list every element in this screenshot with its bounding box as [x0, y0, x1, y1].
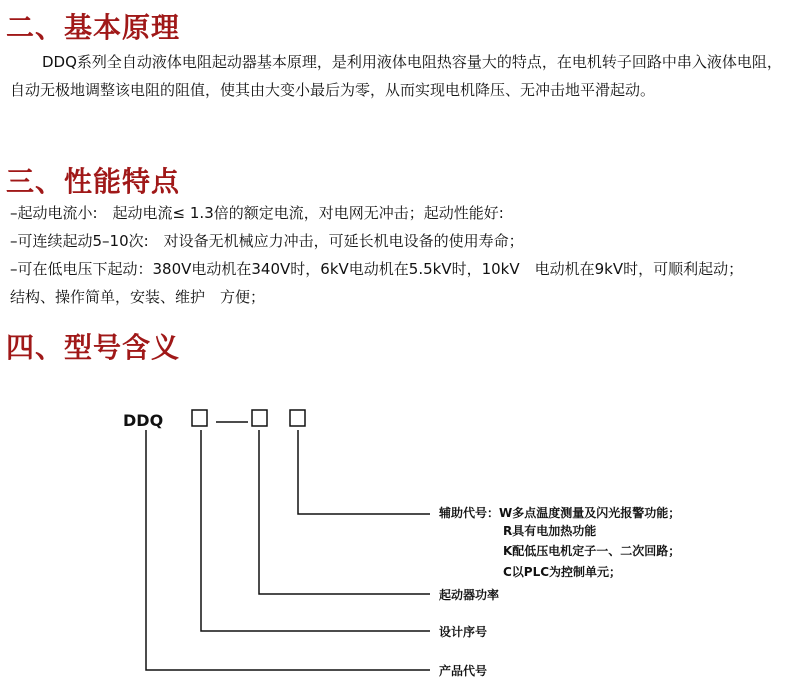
section2-title: 二、基本原理 [6, 11, 181, 44]
aux-label-line: K配低压电机定子一、二次回路； [503, 544, 681, 558]
power-label: 起动器功率 [439, 588, 500, 602]
section4-title: 四、型号含义 [6, 331, 181, 364]
feature-item: –可连续起动5–10次: 对设备无机械应力冲击，可延长机电设备的使用寿命； [10, 232, 524, 250]
design-label: 设计序号 [439, 625, 488, 639]
power-connector [259, 430, 430, 594]
aux-label-line: 辅助代号：W多点温度测量及闪光报警功能； [439, 506, 681, 520]
feature-item: 结构、操作简单，安装、维护 方便； [10, 288, 266, 306]
feature-item: –起动电流小: 起动电流≤ 1.3倍的额定电流，对电网无冲击；起动性能好: [10, 204, 504, 222]
design-connector [201, 430, 430, 631]
aux-label-line: R具有电加热功能 [503, 524, 597, 538]
model-code-diagram [0, 380, 800, 693]
section2-paragraph: DDQ系列全自动液体电阻起动器基本原理，是利用液体电阻热容量大的特点，在电机转子回路中串入液体电阻，自动无极地调整该电阻的阻值，使其由大变小最后为零，从而实现电机降压、无冲击地平滑起动。 [10, 53, 782, 99]
product-label: 产品代号 [439, 664, 488, 678]
model-prefix: DDQ [123, 411, 164, 430]
code-box-aux [290, 410, 305, 426]
code-box-design [192, 410, 207, 426]
feature-item: –可在低电压下起动：380V电动机在340V时，6kV电动机在5.5kV时，10kV 电动机在9kV时，可顺利起动； [10, 260, 744, 278]
section3-title: 三、性能特点 [6, 165, 181, 198]
product-connector [146, 430, 430, 670]
code-box-power [252, 410, 267, 426]
aux-label-line: C以PLC为控制单元； [503, 565, 622, 579]
aux-connector [298, 430, 430, 514]
